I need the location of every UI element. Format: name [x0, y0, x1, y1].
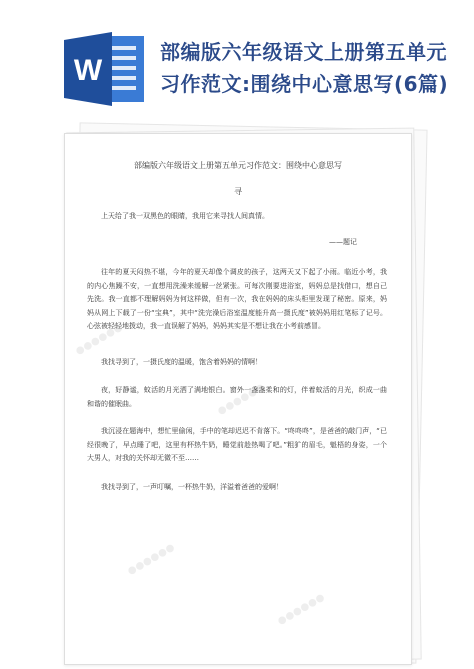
word-logo-letter: W: [73, 54, 103, 87]
banner: [0, 0, 474, 138]
watermark: ●●●●●●: [73, 321, 125, 358]
document-heading: 寻: [234, 187, 242, 196]
paragraph: 我找寻到了，一声叮嘱，一杯热牛奶，洋溢着爸爸的爱啊！: [101, 483, 283, 491]
epigraph-attribution: ——题记: [329, 238, 357, 246]
watermark: ●●●●●●: [125, 541, 177, 578]
paragraph: 上天给了我一双黑色的眼睛，我用它来寻找人间真情。: [101, 212, 269, 220]
word-icon: [62, 30, 148, 108]
page-title: 部编版六年级语文上册第五单元习作范文:围绕中心意思写(6篇): [160, 40, 449, 96]
document-page: [64, 133, 412, 665]
paragraph: 夜，好静谧，蚊活的月光洒了满地银白。窗外一盏盏柔和的灯，伴着蚊活的月光，织成一曲和谐的催眠曲。: [87, 386, 387, 408]
document-title: 部编版六年级语文上册第五单元习作范文：围绕中心意思写: [134, 161, 342, 170]
paragraph: 我沉浸在题海中，想忙里偷闲，手中的笔却迟迟不肯落下。“咚咚咚”，是爸爸的敲门声，“已经很晚了，早点睡了吧，这里有杯热牛奶，睡觉前趁热喝了吧。”粗犷的眉毛，魁梧的身姿，一个大男人，对我的关怀却无微不至……: [87, 427, 387, 462]
watermark: ●●●●●●: [215, 381, 267, 418]
paragraph: 我找寻到了，一摄氏度的温暖，饱含着妈妈的情啊！: [101, 358, 262, 366]
paragraph: 往年的夏天闷热不堪，今年的夏天却像个调皮的孩子，这两天又下起了小雨。临近小考，我的内心焦躁不安，一直想用洗澡来缓解一丝紧张。可每次刚要进浴室，妈妈总是找借口，想自己先洗。我一直都不理解妈妈为何这样做，但有一次，我在妈妈的床头柜里发现了秘密。原来，妈妈从网上下载了一份“宝典”，其中“洗完澡后浴室温度能升高一摄氏度”被妈妈用红笔标了记号。心弦被轻轻地拨动，我一直误解了妈妈，妈妈其实是不想让我在小考前感冒。: [87, 268, 387, 330]
watermark: ●●●●●●: [275, 591, 327, 628]
